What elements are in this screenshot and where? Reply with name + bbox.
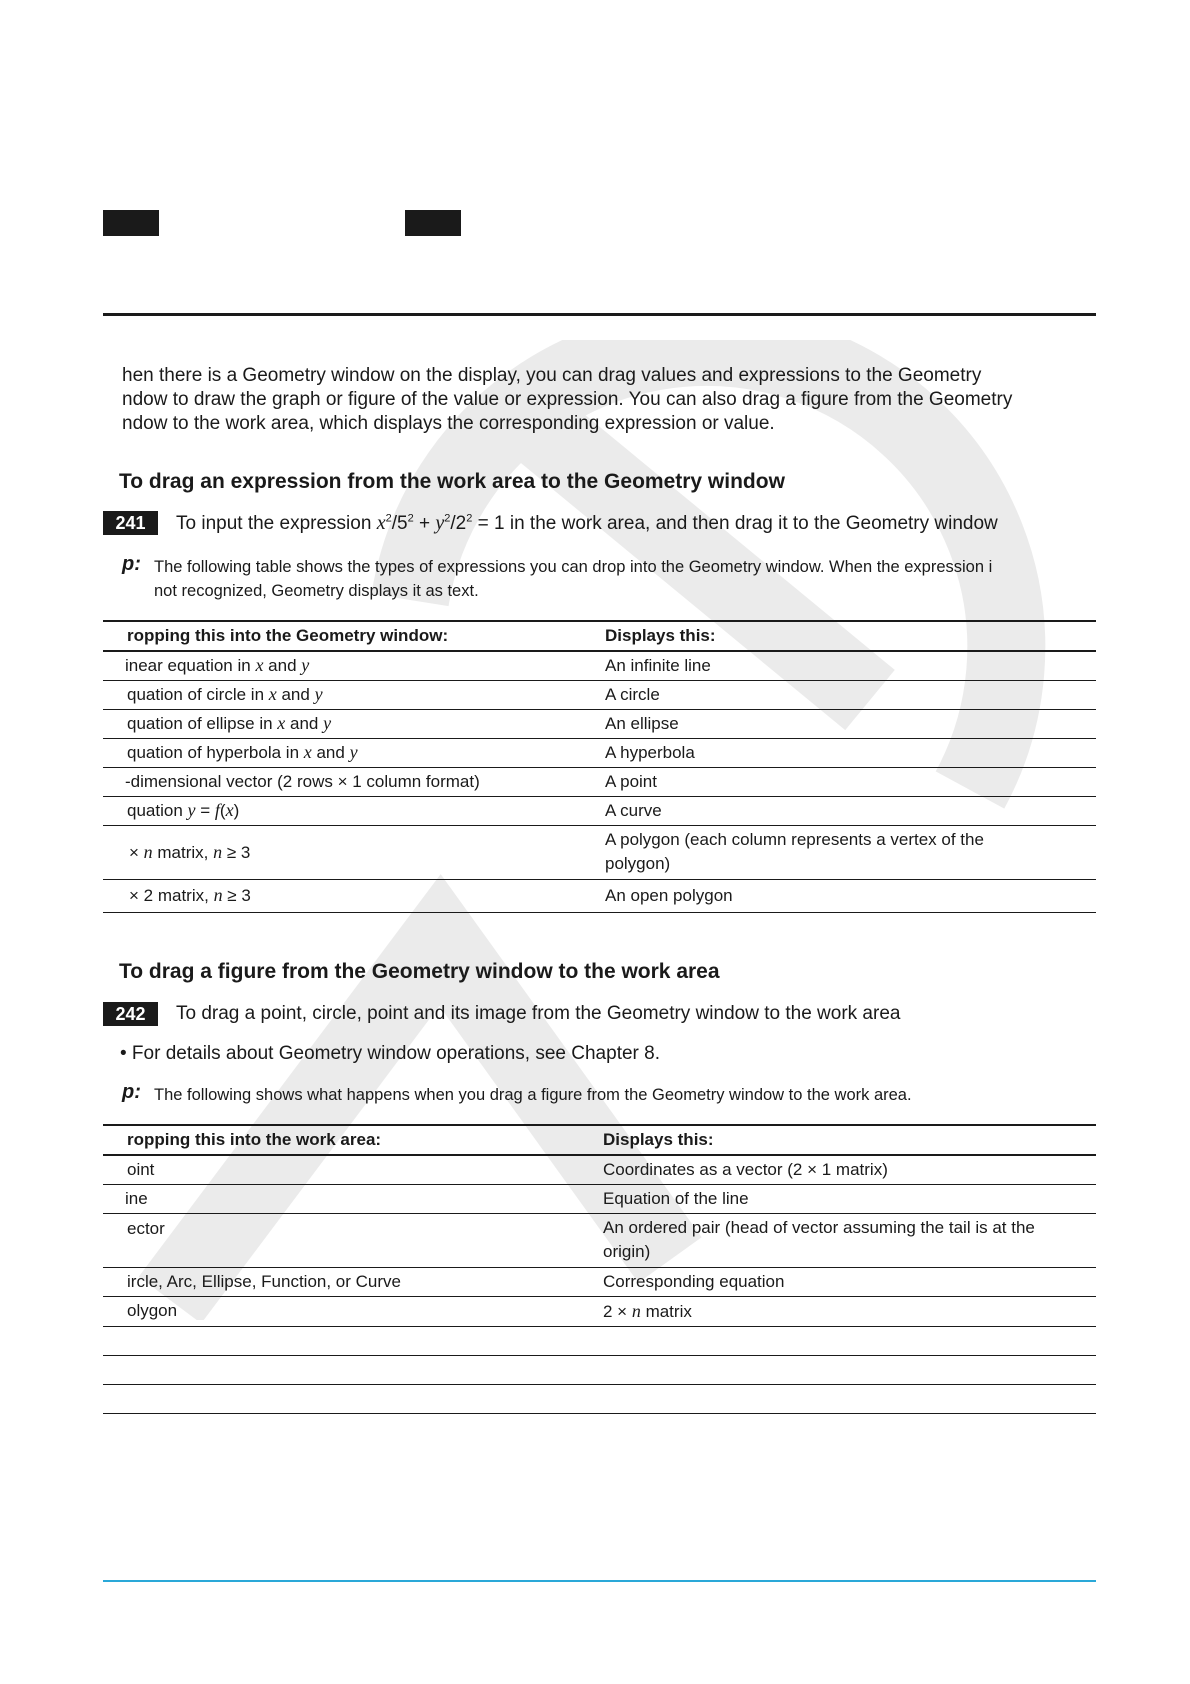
example-242-text: To drag a point, circle, point and its image from the Geometry window to the work area bbox=[176, 1003, 901, 1024]
tip-1 bbox=[122, 555, 1082, 603]
table-empty-row bbox=[103, 1384, 1096, 1413]
tip-label: p: bbox=[122, 553, 141, 575]
table-header-row bbox=[103, 621, 1096, 651]
example-number-badge: 241 bbox=[103, 511, 158, 535]
table-row: × n matrix, n ≥ 3 A polygon (each column represents a vertex of the polygon) bbox=[103, 825, 1096, 879]
section1-heading: To drag an expression from the work area to the Geometry window bbox=[119, 470, 785, 493]
intro-line-1: hen there is a Geometry window on the display, you can drag values and expressions to the Geometry bbox=[122, 365, 982, 386]
table-row: ine Equation of the line bbox=[103, 1184, 1096, 1213]
footer-rule bbox=[103, 1580, 1096, 1582]
tip-2 bbox=[122, 1083, 1082, 1107]
header-tab-left bbox=[103, 210, 159, 236]
header-rule bbox=[103, 313, 1096, 316]
table-row: oint Coordinates as a vector (2 × 1 matrix) bbox=[103, 1155, 1096, 1184]
tip-1-text: The following table shows the types of expressions you can drop into the Geometry window. When the expression i not recognized, Geometry displays it as text. bbox=[154, 558, 993, 600]
tip-label: p: bbox=[122, 1081, 141, 1103]
expression-drop-table bbox=[103, 620, 1096, 913]
table-row: quation of hyperbola in x and y A hyperbola bbox=[103, 738, 1096, 767]
example-241-text: To input the expression $x^2/5^2 + y^2/2^2 = 1$ in the work area, and then drag it to the Geometry window bbox=[176, 511, 998, 534]
table-row: quation y = f(x) A curve bbox=[103, 796, 1096, 825]
table-row: × 2 matrix, n ≥ 3 An open polygon bbox=[103, 879, 1096, 912]
table-row: quation of ellipse in x and y An ellipse bbox=[103, 709, 1096, 738]
intro-paragraph bbox=[122, 364, 1082, 436]
intro-line-2: ndow to draw the graph or figure of the value or expression. You can also drag a figure from the Geometry bbox=[122, 389, 1013, 410]
intro-line-3: ndow to the work area, which displays the corresponding expression or value. bbox=[122, 413, 775, 434]
table-header-col1: ropping this into the work area: bbox=[103, 1125, 595, 1155]
table-row: inear equation in x and y An infinite line bbox=[103, 651, 1096, 680]
example-242 bbox=[103, 1002, 900, 1026]
bullet-chapter-reference: • For details about Geometry window operations, see Chapter 8. bbox=[120, 1043, 660, 1064]
section2-heading: To drag a figure from the Geometry window to the work area bbox=[119, 960, 720, 983]
table-header-col2: Displays this: bbox=[597, 621, 1096, 651]
table-row: olygon 2 × n matrix bbox=[103, 1296, 1096, 1326]
table-empty-row bbox=[103, 1355, 1096, 1384]
table-header-col2: Displays this: bbox=[595, 1125, 1096, 1155]
table-row: quation of circle in x and y A circle bbox=[103, 680, 1096, 709]
tip-2-text: The following shows what happens when you drag a figure from the Geometry window to the work area. bbox=[154, 1086, 912, 1104]
table-row: -dimensional vector (2 rows × 1 column format) A point bbox=[103, 767, 1096, 796]
header-tab-right bbox=[405, 210, 461, 236]
table-row: ircle, Arc, Ellipse, Function, or Curve Corresponding equation bbox=[103, 1267, 1096, 1296]
figure-drop-table bbox=[103, 1124, 1096, 1414]
table-empty-row bbox=[103, 1326, 1096, 1355]
example-241 bbox=[103, 511, 998, 535]
table-header-row bbox=[103, 1125, 1096, 1155]
table-header-col1: ropping this into the Geometry window: bbox=[103, 621, 597, 651]
table-row: ector An ordered pair (head of vector assuming the tail is at the origin) bbox=[103, 1213, 1096, 1267]
example-number-badge: 242 bbox=[103, 1002, 158, 1026]
